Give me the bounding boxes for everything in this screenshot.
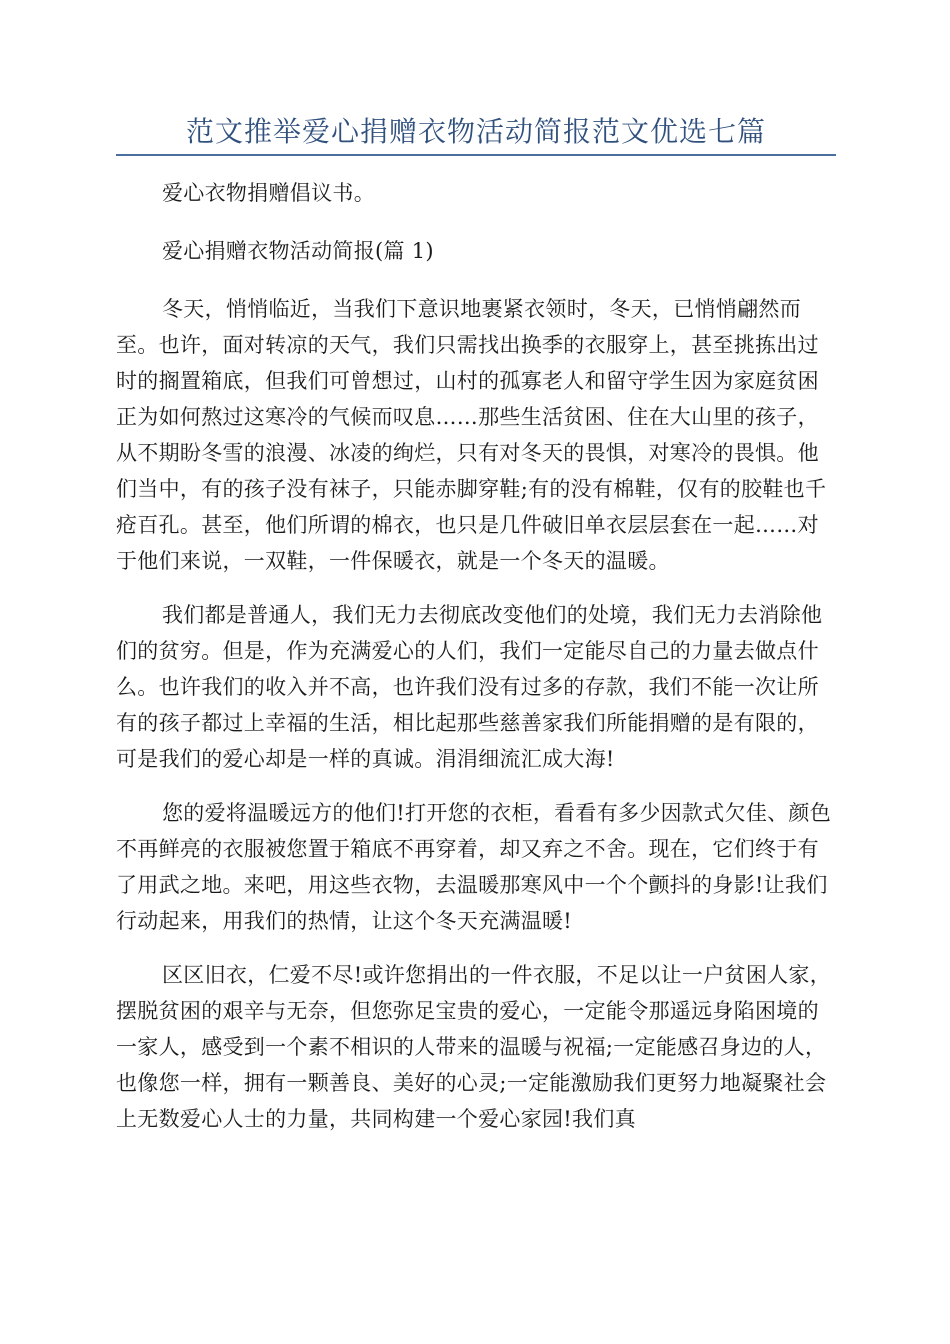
document-body: [116, 175, 836, 1155]
paragraph: 我们都是普通人，我们无力去彻底改变他们的处境，我们无力去消除他们的贫穷。但是，作为充满爱心的人们，我们一定能尽自己的力量去做点什么。也许我们的收入并不高，也许我们没有过多的存款，我们不能一次让所有的孩子都过上幸福的生活，相比起那些慈善家我们所能捐赠的是有限的，可是我们的爱心却是一样的真诚。涓涓细流汇成大海!: [116, 603, 823, 771]
paragraph-proposal: 爱心衣物捐赠倡议书。: [162, 181, 375, 205]
paragraph-section-heading: 爱心捐赠衣物活动简报(篇 1): [162, 239, 434, 263]
paragraph: 您的爱将温暖远方的他们!打开您的衣柜，看看有多少因款式欠佳、颜色不再鲜亮的衣服被您置于箱底不再穿着，却又弃之不舍。现在，它们终于有了用武之地。来吧，用这些衣物，去温暖那寒风中一个个颤抖的身影!让我们行动起来，用我们的热情，让这个冬天充满温暖!: [116, 801, 832, 933]
paragraph: 冬天，悄悄临近，当我们下意识地裹紧衣领时，冬天，已悄悄翩然而至。也许，面对转凉的天气，我们只需找出换季的衣服穿上，甚至挑拣出过时的搁置箱底，但我们可曾想过，山村的孤寡老人和留守学生因为家庭贫困正为如何熬过这寒冷的气候而叹息……那些生活贫困、住在大山里的孩子，从不期盼冬雪的浪漫、冰凌的绚烂，只有对冬天的畏惧，对寒冷的畏惧。他们当中，有的孩子没有袜子，只能赤脚穿鞋;有的没有棉鞋，仅有的胶鞋也千疮百孔。甚至，他们所谓的棉衣，也只是几件破旧单衣层层套在一起……对于他们来说，一双鞋，一件保暖衣，就是一个冬天的温暖。: [116, 297, 827, 573]
document-title: 范文推举爱心捐赠衣物活动简报范文优选七篇: [185, 115, 766, 148]
paragraph: 区区旧衣，仁爱不尽!或许您捐出的一件衣服，不足以让一户贫困人家，摆脱贫困的艰辛与无奈，但您弥足宝贵的爱心，一定能令那遥远身陷困境的一家人，感受到一个素不相识的人带来的温暖与祝福;一定能感召身边的人，也像您一样，拥有一颗善良、美好的心灵;一定能激励我们更努力地凝聚社会上无数爱心人士的力量，共同构建一个爱心家园!我们真: [116, 963, 832, 1131]
title-underline: [116, 154, 836, 156]
